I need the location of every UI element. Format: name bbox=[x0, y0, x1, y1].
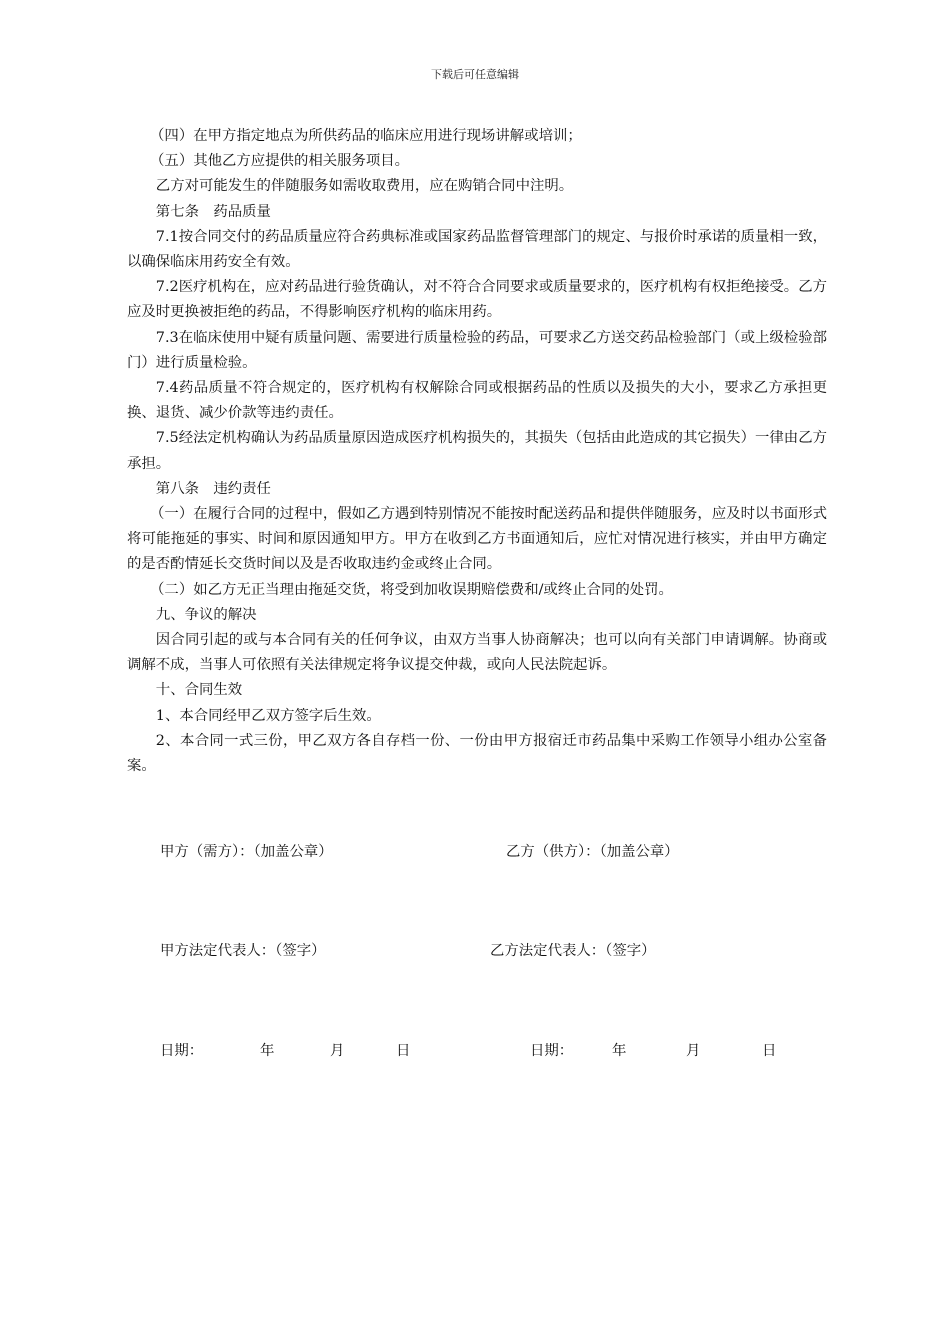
section-heading-9: 九、争议的解决 bbox=[155, 606, 257, 623]
party-a-date-label: 日期： bbox=[160, 1043, 204, 1059]
party-a-seal-label: 甲方（需方）：（加盖公章） bbox=[160, 844, 333, 860]
paragraph-7-5: 7.5经法定机构确认为药品质量原因造成医疗机构损失的，其损失（包括由此造成的其它损失）一律由乙方承担。 bbox=[127, 430, 827, 472]
paragraph-effect-1: 1、本合同经甲乙双方签字后生效。 bbox=[155, 707, 381, 724]
party-a-date-day: 日 bbox=[396, 1043, 411, 1059]
contract-body bbox=[127, 124, 827, 779]
paragraph-service-fee: 乙方对可能发生的伴随服务如需收取费用，应在购销合同中注明。 bbox=[155, 178, 574, 195]
paragraph-7-2: 7.2医疗机构在，应对药品进行验货确认，对不符合合同要求或质量要求的，医疗机构有权拒绝接受。乙方应及时更换被拒绝的药品，不得影响医疗机构的临床用药。 bbox=[127, 279, 827, 321]
party-b-date-year: 年 bbox=[612, 1043, 627, 1059]
paragraph-7-1: 7.1按合同交付的药品质量应符合药典标准或国家药品监督管理部门的规定、与报价时承诺的质量相一致，以确保临床用药安全有效。 bbox=[127, 228, 827, 271]
party-b-seal-label: 乙方（供方）：（加盖公章） bbox=[506, 844, 679, 860]
section-heading-7: 第七条 药品质量 bbox=[155, 203, 271, 220]
paragraph-7-3: 7.3在临床使用中疑有质量问题、需要进行质量检验的药品，可要求乙方送交药品检验部门（或上级检验部门）进行质量检验。 bbox=[127, 329, 827, 371]
section-heading-10: 十、合同生效 bbox=[155, 682, 243, 699]
paragraph-7-4: 7.4药品质量不符合规定的，医疗机构有权解除合同或根据药品的性质以及损失的大小，要求乙方承担更换、退货、减少价款等违约责任。 bbox=[127, 380, 827, 422]
paragraph-service-4: （四）在甲方指定地点为所供药品的临床应用进行现场讲解或培训； bbox=[150, 128, 582, 144]
paragraph-8-2: （二）如乙方无正当理由拖延交货，将受到加收误期赔偿费和/或终止合同的处罚。 bbox=[150, 581, 673, 598]
party-b-rep-label: 乙方法定代表人：（签字） bbox=[490, 943, 656, 959]
party-a-date-month: 月 bbox=[330, 1043, 345, 1059]
party-a-date-year: 年 bbox=[260, 1043, 275, 1059]
section-heading-8: 第八条 违约责任 bbox=[155, 480, 271, 497]
party-b-date-month: 月 bbox=[686, 1043, 701, 1059]
paragraph-effect-2: 2、本合同一式三份，甲乙双方各自存档一份、一份由甲方报宿迁市药品集中采购工作领导小组办公室备案。 bbox=[127, 732, 827, 775]
paragraph-dispute: 因合同引起的或与本合同有关的任何争议，由双方当事人协商解决；也可以向有关部门申请调解。协商或调解不成，当事人可依照有关法律规定将争议提交仲裁，或向人民法院起诉。 bbox=[127, 632, 827, 674]
party-a-rep-label: 甲方法定代表人：（签字） bbox=[160, 943, 326, 959]
page-header: 下载后可任意编辑 bbox=[431, 68, 519, 81]
party-b-date-day: 日 bbox=[762, 1043, 777, 1059]
paragraph-8-1: （一）在履行合同的过程中，假如乙方遇到特别情况不能按时配送药品和提供伴随服务，应及时以书面形式将可能拖延的事实、时间和原因通知甲方。甲方在收到乙方书面通知后，应忙对情况进行核实，并由甲方确定的是否酌情延长交货时间以及是否收取违约金或终止合同。 bbox=[127, 506, 827, 573]
party-b-date-label: 日期： bbox=[530, 1043, 574, 1059]
paragraph-service-5: （五）其他乙方应提供的相关服务项目。 bbox=[150, 153, 410, 170]
